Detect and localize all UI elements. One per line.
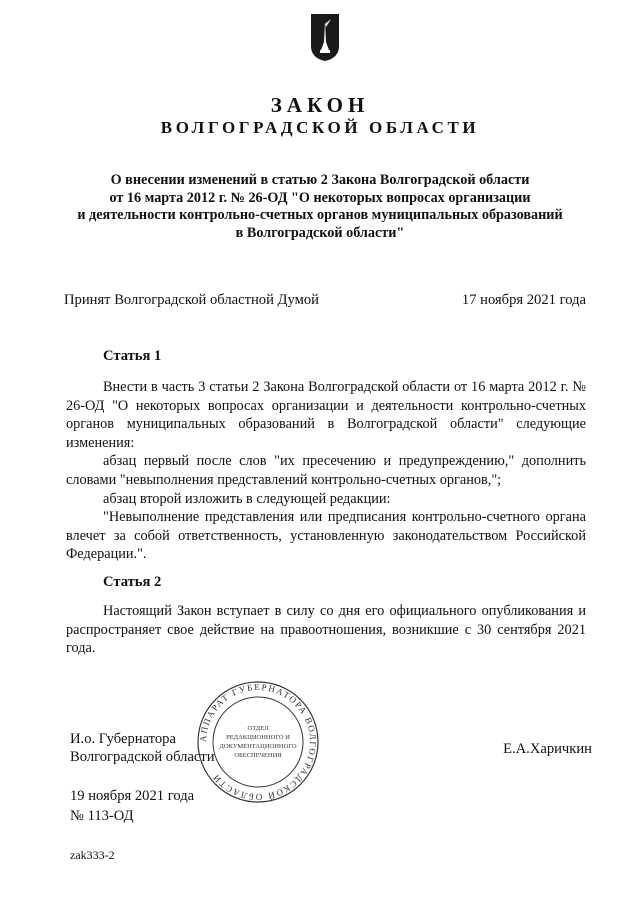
article1-paragraph: "Невыполнение представления или предписания контрольно-счетного органа влечет за собой ответственность, установленную законодательством Российской Федерации.". — [66, 509, 586, 563]
position-line: Волгоградской области — [70, 749, 215, 765]
law-subject — [60, 172, 580, 242]
article1-heading: Статья 1 — [103, 348, 162, 364]
article2-heading: Статья 2 — [103, 574, 162, 590]
stamp-line: РЕДАКЦИОННОГО И — [226, 734, 290, 741]
stamp-line: ОБЕСПЕЧЕНИЯ — [234, 752, 282, 759]
law-number: № 113-ОД — [70, 808, 134, 824]
coat-of-arms-icon — [309, 12, 341, 62]
region-title: ВОЛГОГРАДСКОЙ ОБЛАСТИ — [160, 118, 480, 137]
document-code: zak333-2 — [70, 848, 115, 862]
sign-date: 19 ноября 2021 года — [70, 788, 195, 804]
adopted-by: Принят Волгоградской областной Думой — [64, 292, 319, 308]
subject-line: в Волгоградской области" — [235, 224, 405, 241]
stamp-line: ОТДЕЛ — [247, 725, 269, 732]
stamp-line: ДОКУМЕНТАЦИОННОГО — [219, 743, 297, 750]
article1-paragraph: абзац первый после слов "их пресечению и предупреждению," дополнить словами "невыполнения представлений контрольно-счетных органов,"; — [66, 453, 586, 488]
article1-paragraph: абзац второй изложить в следующей редакции: — [103, 490, 391, 507]
subject-line: О внесении изменений в статью 2 Закона Волгоградской области — [110, 172, 530, 188]
subject-line: от 16 марта 2012 г. № 26-ОД "О некоторых вопросах организации — [109, 189, 531, 206]
law-title: ЗАКОН — [270, 93, 370, 117]
adopted-date: 17 ноября 2021 года — [461, 292, 586, 308]
signer-name: Е.А.Харичкин — [503, 741, 592, 757]
sign-info — [70, 786, 194, 826]
position-line: И.о. Губернатора — [70, 731, 176, 747]
stamp-ring-text: АППАРАТ ГУБЕРНАТОРА ВОЛГОГРАДСКОЙ ОБЛАСТИ — [197, 681, 319, 803]
signer-position — [70, 730, 215, 766]
subject-line: и деятельности контрольно-счетных органов муниципальных образований — [77, 207, 563, 223]
article2-paragraph: Настоящий Закон вступает в силу со дня его официального опубликования и распространяет свое действие на правоотношения, возникшие с 30 сентября 2021 года. — [66, 603, 586, 657]
article1-body — [66, 378, 586, 564]
article2-body — [66, 602, 586, 658]
article1-paragraph: Внести в часть 3 статьи 2 Закона Волгоградской области от 16 марта 2012 г. № 26-ОД "О некоторых вопросах организации и деятельности контрольно-счетных органов муниципальных образований в Волгоградской области" следующие изменения: — [66, 379, 586, 451]
